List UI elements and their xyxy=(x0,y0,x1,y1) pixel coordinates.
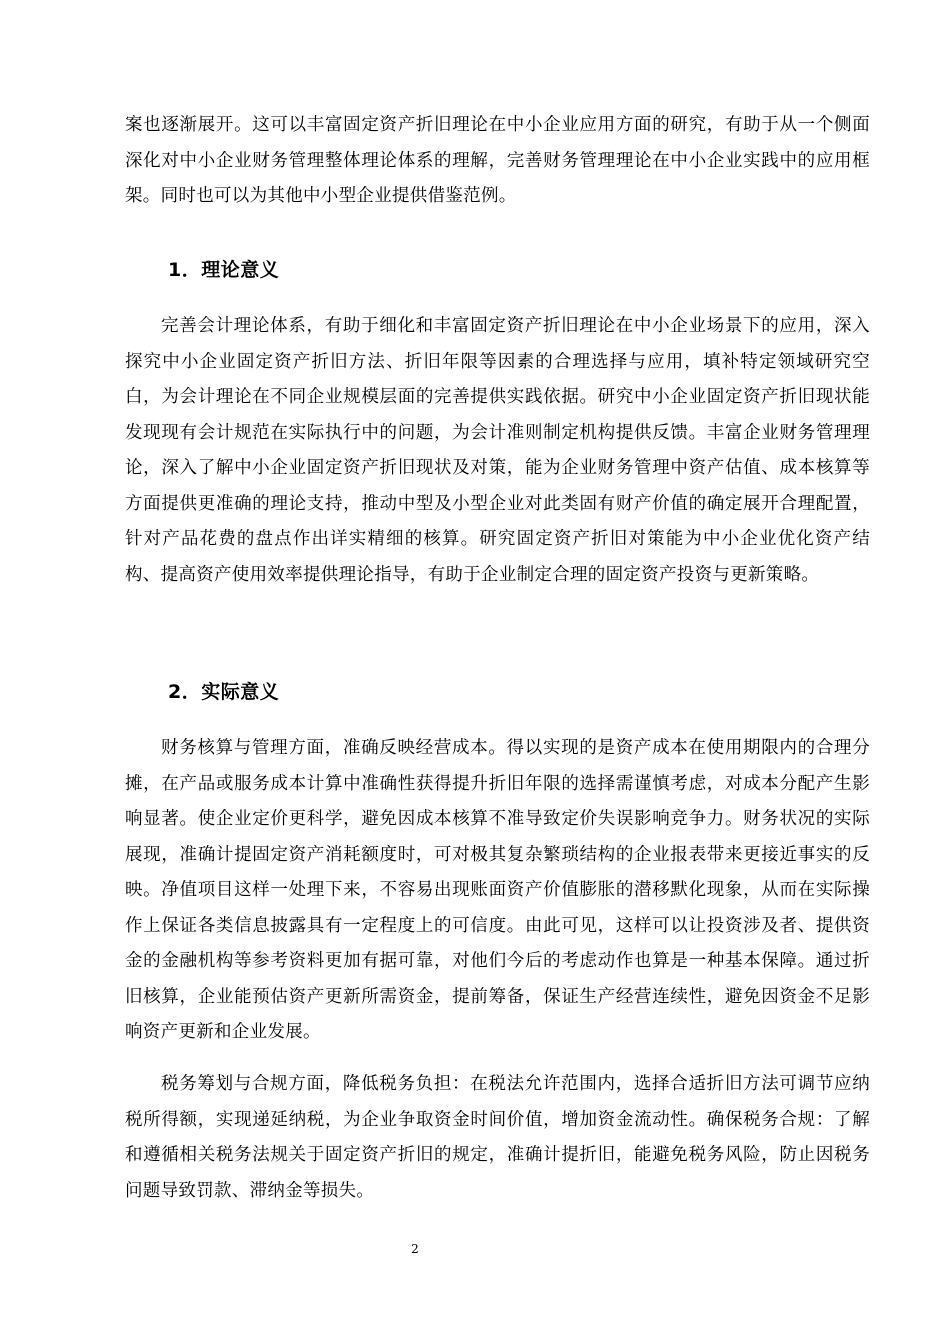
practical-significance-paragraph-1: 财务核算与管理方面，准确反映经营成本。得以实现的是资产成本在使用期限内的合理分摊，在产品或服务成本计算中准确性获得提升折旧年限的选择需谨慎考虑，对成本分配产生影响显著。使企业定价更科学，避免因成本核算不准导致定价失误影响竞争力。财务状况的实际展现，准确计提固定资产消耗额度时，可对极其复杂繁琐结构的企业报表带来更接近事实的反映。净值项目这样一处理下来，不容易出现账面资产价值膨胀的潜移默化现象，从而在实际操作上保证各类信息披露具有一定程度上的可信度。由此可见，这样可以让投资涉及者、提供资金的金融机构等参考资料更加有据可靠，对他们今后的考虑动作也算是一种基本保障。通过折旧核算，企业能预估资产更新所需资金，提前筹备，保证生产经营连续性，避免因资金不足影响资产更新和企业发展。 xyxy=(125,738,870,1042)
practical-significance-paragraph-2: 税务筹划与合规方面，降低税务负担：在税法允许范围内，选择合适折旧方法可调节应纳税所得额，实现递延纳税，为企业争取资金时间价值，增加资金流动性。确保税务合规：了解和遵循相关税务法规关于固定资产折旧的规定，准确计提折旧，能避免税务风险，防止因税务问题导致罚款、滞纳金等损失。 xyxy=(125,1074,870,1201)
theoretical-significance-paragraph: 完善会计理论体系，有助于细化和丰富固定资产折旧理论在中小企业场景下的应用，深入探究中小企业固定资产折旧方法、折旧年限等因素的合理选择与应用，填补特定领域研究空白，为会计理论在不同企业规模层面的完善提供实践依据。研究中小企业固定资产折旧现状能发现现有会计规范在实际执行中的问题，为会计准则制定机构提供反馈。丰富企业财务管理理论，深入了解中小企业固定资产折旧现状及对策，能为企业财务管理中资产估值、成本核算等方面提供更准确的理论支持，推动中型及小型企业对此类固有财产价值的确定展开合理配置，针对产品花费的盘点作出详实精细的核算。研究固定资产折旧对策能为中小企业优化资产结构、提高资产使用效率提供理论指导，有助于企业制定合理的固定资产投资与更新策略。 xyxy=(125,316,870,585)
section-heading-practical-significance: 2．实际意义 xyxy=(168,681,280,703)
intro-paragraph: 案也逐渐展开。这可以丰富固定资产折旧理论在中小企业应用方面的研究，有助于从一个侧面深化对中小企业财务管理整体理论体系的理解，完善财务管理理论在中小企业实践中的应用框架。同时也可以为其他中小型企业提供借鉴范例。 xyxy=(125,115,870,206)
page-number: 2 xyxy=(411,1242,419,1256)
section-heading-theoretical-significance: 1．理论意义 xyxy=(168,259,280,281)
